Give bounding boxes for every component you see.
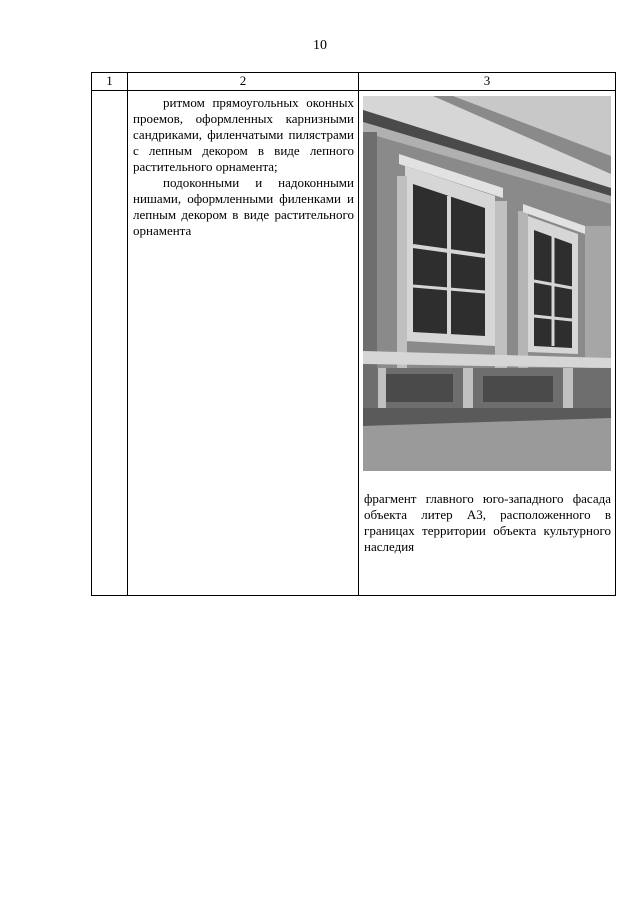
row-cell-photo	[359, 91, 616, 596]
facade-photo	[363, 96, 611, 471]
header-cell-2: 2	[128, 73, 359, 91]
document-table	[91, 72, 616, 596]
header-cell-3: 3	[359, 73, 616, 91]
table-row	[92, 91, 616, 596]
photo-caption: фрагмент главного юго-западного фасада объекта литер А3, расположенного в границах территории объекта культурного наследия	[364, 491, 611, 554]
table-header-row	[92, 73, 616, 91]
description-paragraph-1: ритмом прямоугольных оконных проемов, оформленных карнизными сандриками, филенчатыми пилястрами с лепным декором в виде лепного растительного орнамента;	[133, 95, 354, 174]
row-cell-description	[128, 91, 359, 596]
row-cell-number	[92, 91, 128, 596]
description-paragraph-2: подоконными и надоконными нишами, оформленными филенками и лепным декором в виде растительного орнамента	[133, 175, 354, 238]
facade-photo-image	[363, 96, 611, 471]
header-cell-1: 1	[92, 73, 128, 91]
page-number: 10	[313, 38, 327, 53]
